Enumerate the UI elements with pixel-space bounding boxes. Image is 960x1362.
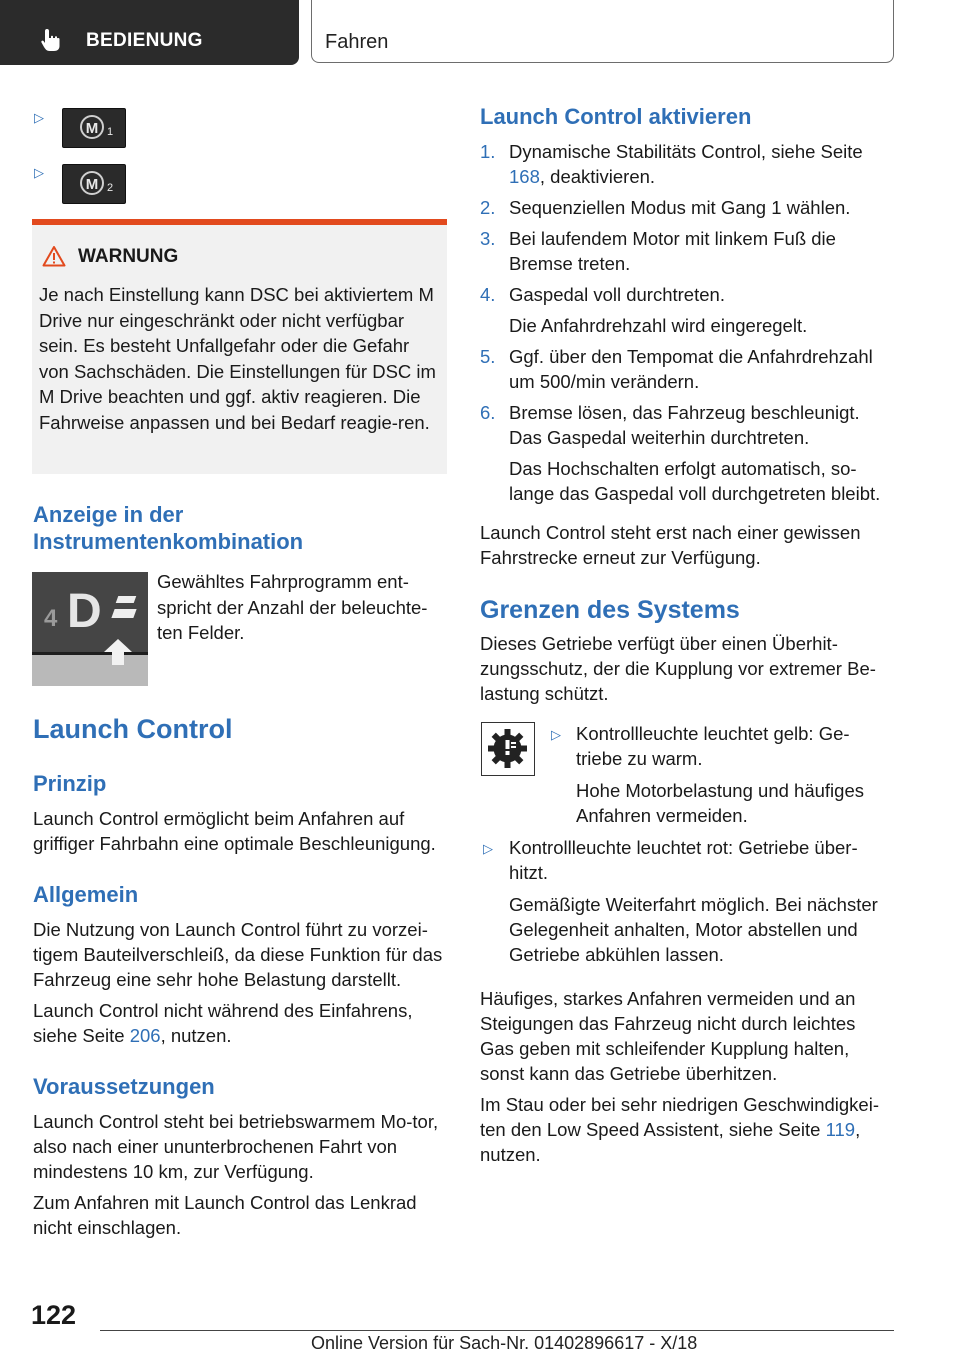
step-item <box>480 344 894 394</box>
voraussetzungen-text-2: Zum Anfahren mit Launch Control das Lenkrad nicht einschlagen. <box>33 1192 417 1238</box>
page-link-119[interactable]: 119 <box>825 1119 856 1140</box>
aktivieren-heading: Launch Control aktivieren <box>480 104 752 129</box>
m-subscript: 1 <box>107 126 114 138</box>
step-item <box>480 195 894 220</box>
anzeige-heading-line2: Instrumentenkombination <box>33 529 304 554</box>
drive-bar-icon <box>116 596 137 603</box>
bullet-text: Kontrollleuchte leuchtet rot: Getriebe über-hitzt. <box>509 837 858 883</box>
warning-triangle-icon <box>42 245 66 267</box>
step-text: Bremse lösen, das Fahrzeug beschleunigt. Das Gaspedal weiterhin durchtreten. <box>509 402 860 448</box>
anzeige-heading <box>33 501 303 555</box>
allgemein-text-2-a: Launch Control nicht während des Einfahrens, siehe Seite <box>33 1000 413 1046</box>
step-text: Ggf. über den Tempomat die Anfahrdrehzahl um 500/min verändern. <box>509 346 873 392</box>
m-subscript: 2 <box>107 182 114 194</box>
instrument-display-image <box>32 572 148 686</box>
voraussetzungen-text: Launch Control steht bei betriebswarmem Mo-tor, also nach einer ununterbrochenen Fahrt von mindestens 10 km, zur Verfügung. <box>33 1111 439 1182</box>
step-text: Dynamische Stabilitäts Control, siehe Seite <box>509 141 863 162</box>
section-title: BEDIENUNG <box>86 30 203 51</box>
bullet-triangle-icon: ▷ <box>551 727 561 742</box>
overheat-paragraph: Häufiges, starkes Anfahren vermeiden und an Steigungen das Fahrzeug nicht durch leichtes Gas geben mit schleifender Kupplung halten, sonst kann das Getriebe überhitzen. <box>480 988 856 1084</box>
prinzip-text: Launch Control ermöglicht beim Anfahren auf griffiger Fahrbahn eine optimale Beschleunigung. <box>33 808 436 854</box>
step-text: Gaspedal voll durchtreten. <box>509 284 725 305</box>
step-subtext: Das Hochschalten erfolgt automatisch, so-lange das Gaspedal voll durchgetreten bleibt. <box>509 458 881 504</box>
m-symbol: M <box>80 171 104 195</box>
bullet-triangle-icon: ▷ <box>483 841 493 856</box>
warning-title: WARNUNG <box>78 246 179 267</box>
footer-version-text: Online Version für Sach-Nr. 01402896617 - X/18 <box>311 1333 698 1353</box>
anzeige-heading-line1: Anzeige in der <box>33 502 184 527</box>
footer-divider <box>100 1330 894 1331</box>
bullet-triangle-icon: ▷ <box>34 110 44 125</box>
low-speed-text-b: , nutzen. <box>480 1119 861 1165</box>
m2-button-icon <box>62 164 126 204</box>
step-text-end: , deaktivieren. <box>539 166 656 187</box>
low-speed-text-a: Im Stau oder bei sehr niedrigen Geschwindigkei-ten den Low Speed Assistent, siehe Seite <box>480 1094 879 1140</box>
instrument-gear-number: 4 <box>44 605 58 632</box>
bullet-triangle-icon: ▷ <box>34 165 44 180</box>
step-item <box>480 139 894 189</box>
step-text: Bei laufendem Motor mit linkem Fuß die Bremse treten. <box>509 228 836 274</box>
chapter-title: Fahren <box>325 31 389 53</box>
allgemein-text-2-b: , nutzen. <box>160 1025 232 1046</box>
step-text: Sequenziellen Modus mit Gang 1 wählen. <box>509 197 851 218</box>
launch-control-heading: Launch Control <box>33 714 233 744</box>
header-chapter-box <box>311 0 894 63</box>
grenzen-text: Dieses Getriebe verfügt über einen Überhit-zungsschutz, der die Kupplung vor extremer Be-lastung schützt. <box>480 633 876 704</box>
bullet-subtext: Hohe Motorbelastung und häufiges Anfahren vermeiden. <box>576 780 864 826</box>
step-subtext: Die Anfahrdrehzahl wird eingeregelt. <box>509 315 808 336</box>
page-link-168[interactable]: 168 <box>509 166 540 187</box>
transmission-warning-icon <box>481 722 535 776</box>
step-number: 5. <box>480 346 496 367</box>
grenzen-heading: Grenzen des Systems <box>480 596 740 624</box>
upshift-arrow-icon <box>103 638 133 666</box>
steps-list <box>480 139 894 512</box>
step-number: 1. <box>480 141 496 162</box>
anzeige-text: Gewähltes Fahrprogramm ent-spricht der Anzahl der beleuchte-ten Felder. <box>157 571 428 643</box>
allgemein-text-2 <box>33 998 453 1048</box>
step-number: 3. <box>480 228 496 249</box>
hand-pointer-icon <box>40 28 62 52</box>
warning-text: Je nach Einstellung kann DSC bei aktiviertem M Drive nur eingeschränkt oder nicht verfügbar sein. Es besteht Unfallgefahr oder die Gefahr von Sachschäden. Die Einstellungen für DSC im M Drive beachten und ggf. aktiv reagieren. Die Fahrweise anpassen und bei Bedarf reagie-ren. <box>39 284 436 433</box>
bullet-text: Kontrollleuchte leuchtet gelb: Ge-triebe zu warm. <box>576 723 850 769</box>
allgemein-heading: Allgemein <box>33 882 139 907</box>
low-speed-paragraph <box>480 1092 894 1167</box>
step-item <box>480 226 894 276</box>
m-symbol: M <box>80 115 104 139</box>
step-number: 2. <box>480 197 496 218</box>
prinzip-heading: Prinzip <box>33 771 107 796</box>
bullet-yellow-light <box>576 721 894 828</box>
step-item <box>480 400 894 506</box>
bullet-red-light <box>509 835 894 967</box>
page-number: 122 <box>31 1300 77 1330</box>
bullet-subtext: Gemäßigte Weiterfahrt möglich. Bei nächster Gelegenheit anhalten, Motor abstellen und Getriebe abkühlen lassen. <box>509 894 878 965</box>
step-number: 4. <box>480 284 496 305</box>
voraussetzungen-heading: Voraussetzungen <box>33 1074 215 1099</box>
instrument-gear-letter: D <box>67 585 102 638</box>
step-item <box>480 282 894 338</box>
page-link-206[interactable]: 206 <box>129 1025 161 1046</box>
m1-button-icon <box>62 108 126 148</box>
step-number: 6. <box>480 402 496 423</box>
after-steps-text: Launch Control steht erst nach einer gewissen Fahrstrecke erneut zur Verfügung. <box>480 522 861 568</box>
allgemein-text: Die Nutzung von Launch Control führt zu vorzei-tigem Bauteilverschleiß, da diese Funktion für das Fahrzeug eine sehr hohe Belastung darstellt. <box>33 919 443 990</box>
drive-bar-icon <box>111 609 136 618</box>
